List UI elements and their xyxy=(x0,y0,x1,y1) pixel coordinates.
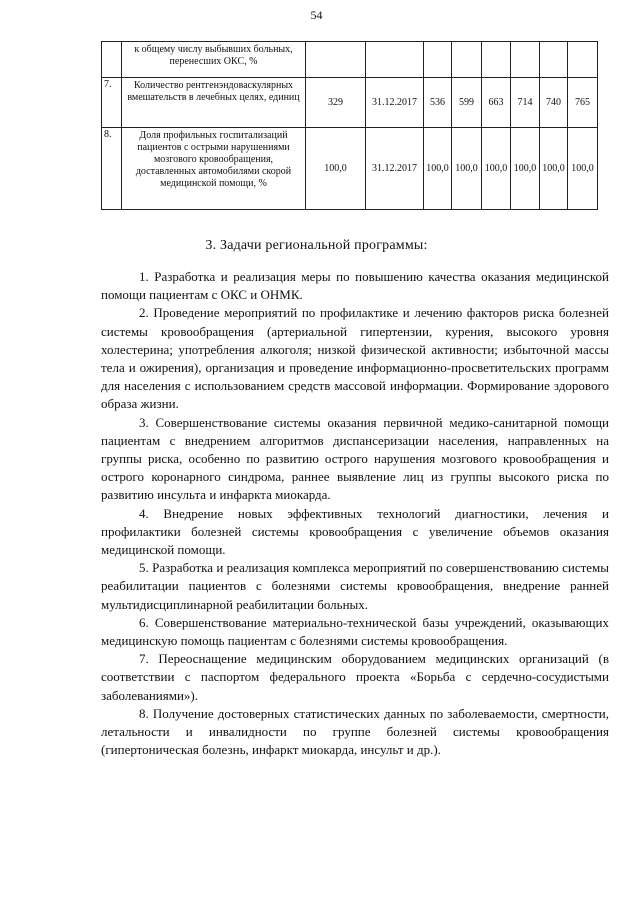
year-value xyxy=(482,42,511,78)
year-value xyxy=(424,42,452,78)
year-value: 100,0 xyxy=(452,128,482,210)
indicator-description: Доля профильных госпитализаций пациентов с острыми нарушениями мозгового кровообращения, доставленных автомобилями скорой медицинской помощи, % xyxy=(122,128,306,210)
page-number: 54 xyxy=(310,8,323,22)
year-value: 536 xyxy=(424,78,452,128)
task-paragraph: 8. Получение достоверных статистических данных по заболеваемости, смертности, летальности и инвалидности по группе болезней системы кровообращения (гипертоническая болезнь, инфаркт миокарда, инсульт и др.). xyxy=(101,705,609,758)
base-date: 31.12.2017 xyxy=(366,78,424,128)
year-value: 100,0 xyxy=(482,128,511,210)
table-row xyxy=(102,78,598,128)
base-value: 100,0 xyxy=(306,128,366,210)
row-number: 7. xyxy=(102,78,122,128)
base-value: 329 xyxy=(306,78,366,128)
base-value xyxy=(306,42,366,78)
row-number: 8. xyxy=(102,128,122,210)
table-row xyxy=(102,128,598,210)
table-row xyxy=(102,42,598,78)
indicators-table xyxy=(101,41,598,210)
year-value xyxy=(568,42,598,78)
section-title: 3. Задачи региональной программы: xyxy=(205,238,428,253)
task-paragraph: 3. Совершенствование системы оказания первичной медико-санитарной помощи пациентам с внедрением алгоритмов диспансеризации населения, направленных на группы риска, особенно по развитию острого нарушения мозгового кровообращения и острого коронарного синдрома, раннее выявление лиц из группы высокого риска по развитию инсульта и инфаркта миокарда. xyxy=(101,414,609,503)
base-date: 31.12.2017 xyxy=(366,128,424,210)
task-paragraph: 1. Разработка и реализация меры по повышению качества оказания медицинской помощи пациентам с ОКС и ОНМК. xyxy=(101,269,609,303)
year-value: 714 xyxy=(511,78,540,128)
task-paragraph: 4. Внедрение новых эффективных технологий диагностики, лечения и профилактики болезней системы кровообращения с увеличение объемов оказания медицинской помощи. xyxy=(101,505,609,558)
year-value: 663 xyxy=(482,78,511,128)
row-number xyxy=(102,42,122,78)
year-value: 100,0 xyxy=(540,128,568,210)
year-value xyxy=(452,42,482,78)
year-value: 100,0 xyxy=(568,128,598,210)
base-date xyxy=(366,42,424,78)
task-paragraph: 5. Разработка и реализация комплекса мероприятий по совершенствованию системы реабилитации пациентов с болезнями системы кровообращения, внедрение ранней мультидисциплинарной реабилитации больных. xyxy=(101,560,609,612)
year-value xyxy=(511,42,540,78)
tasks-list xyxy=(101,268,609,759)
year-value: 100,0 xyxy=(511,128,540,210)
year-value: 765 xyxy=(568,78,598,128)
task-paragraph: 2. Проведение мероприятий по профилактике и лечению факторов риска болезней системы кровообращения (артериальной гипертензии, курения, высокого уровня холестерина; употребления алкоголя; низкой физической активности; избыточной массы тела и ожирения), организация и проведение информационно-просветительских программ для населения с использованием средств массовой информации. Формирование здорового образа жизни. xyxy=(101,305,609,412)
indicator-description: к общему числу выбывших больных, перенесших ОКС, % xyxy=(122,42,306,78)
task-paragraph: 6. Совершенствование материально-технической базы учреждений, оказывающих медицинскую помощь пациентам с болезнями системы кровообращения. xyxy=(101,614,609,649)
indicator-description: Количество рентгенэндоваскулярных вмешательств в лечебных целях, единиц xyxy=(122,78,306,128)
year-value: 100,0 xyxy=(424,128,452,210)
year-value: 740 xyxy=(540,78,568,128)
year-value: 599 xyxy=(452,78,482,128)
year-value xyxy=(540,42,568,78)
task-paragraph: 7. Переоснащение медицинским оборудованием медицинских организаций (в соответствии с паспортом федерального проекта «Борьба с сердечно-сосудистыми заболеваниями»). xyxy=(101,651,609,703)
